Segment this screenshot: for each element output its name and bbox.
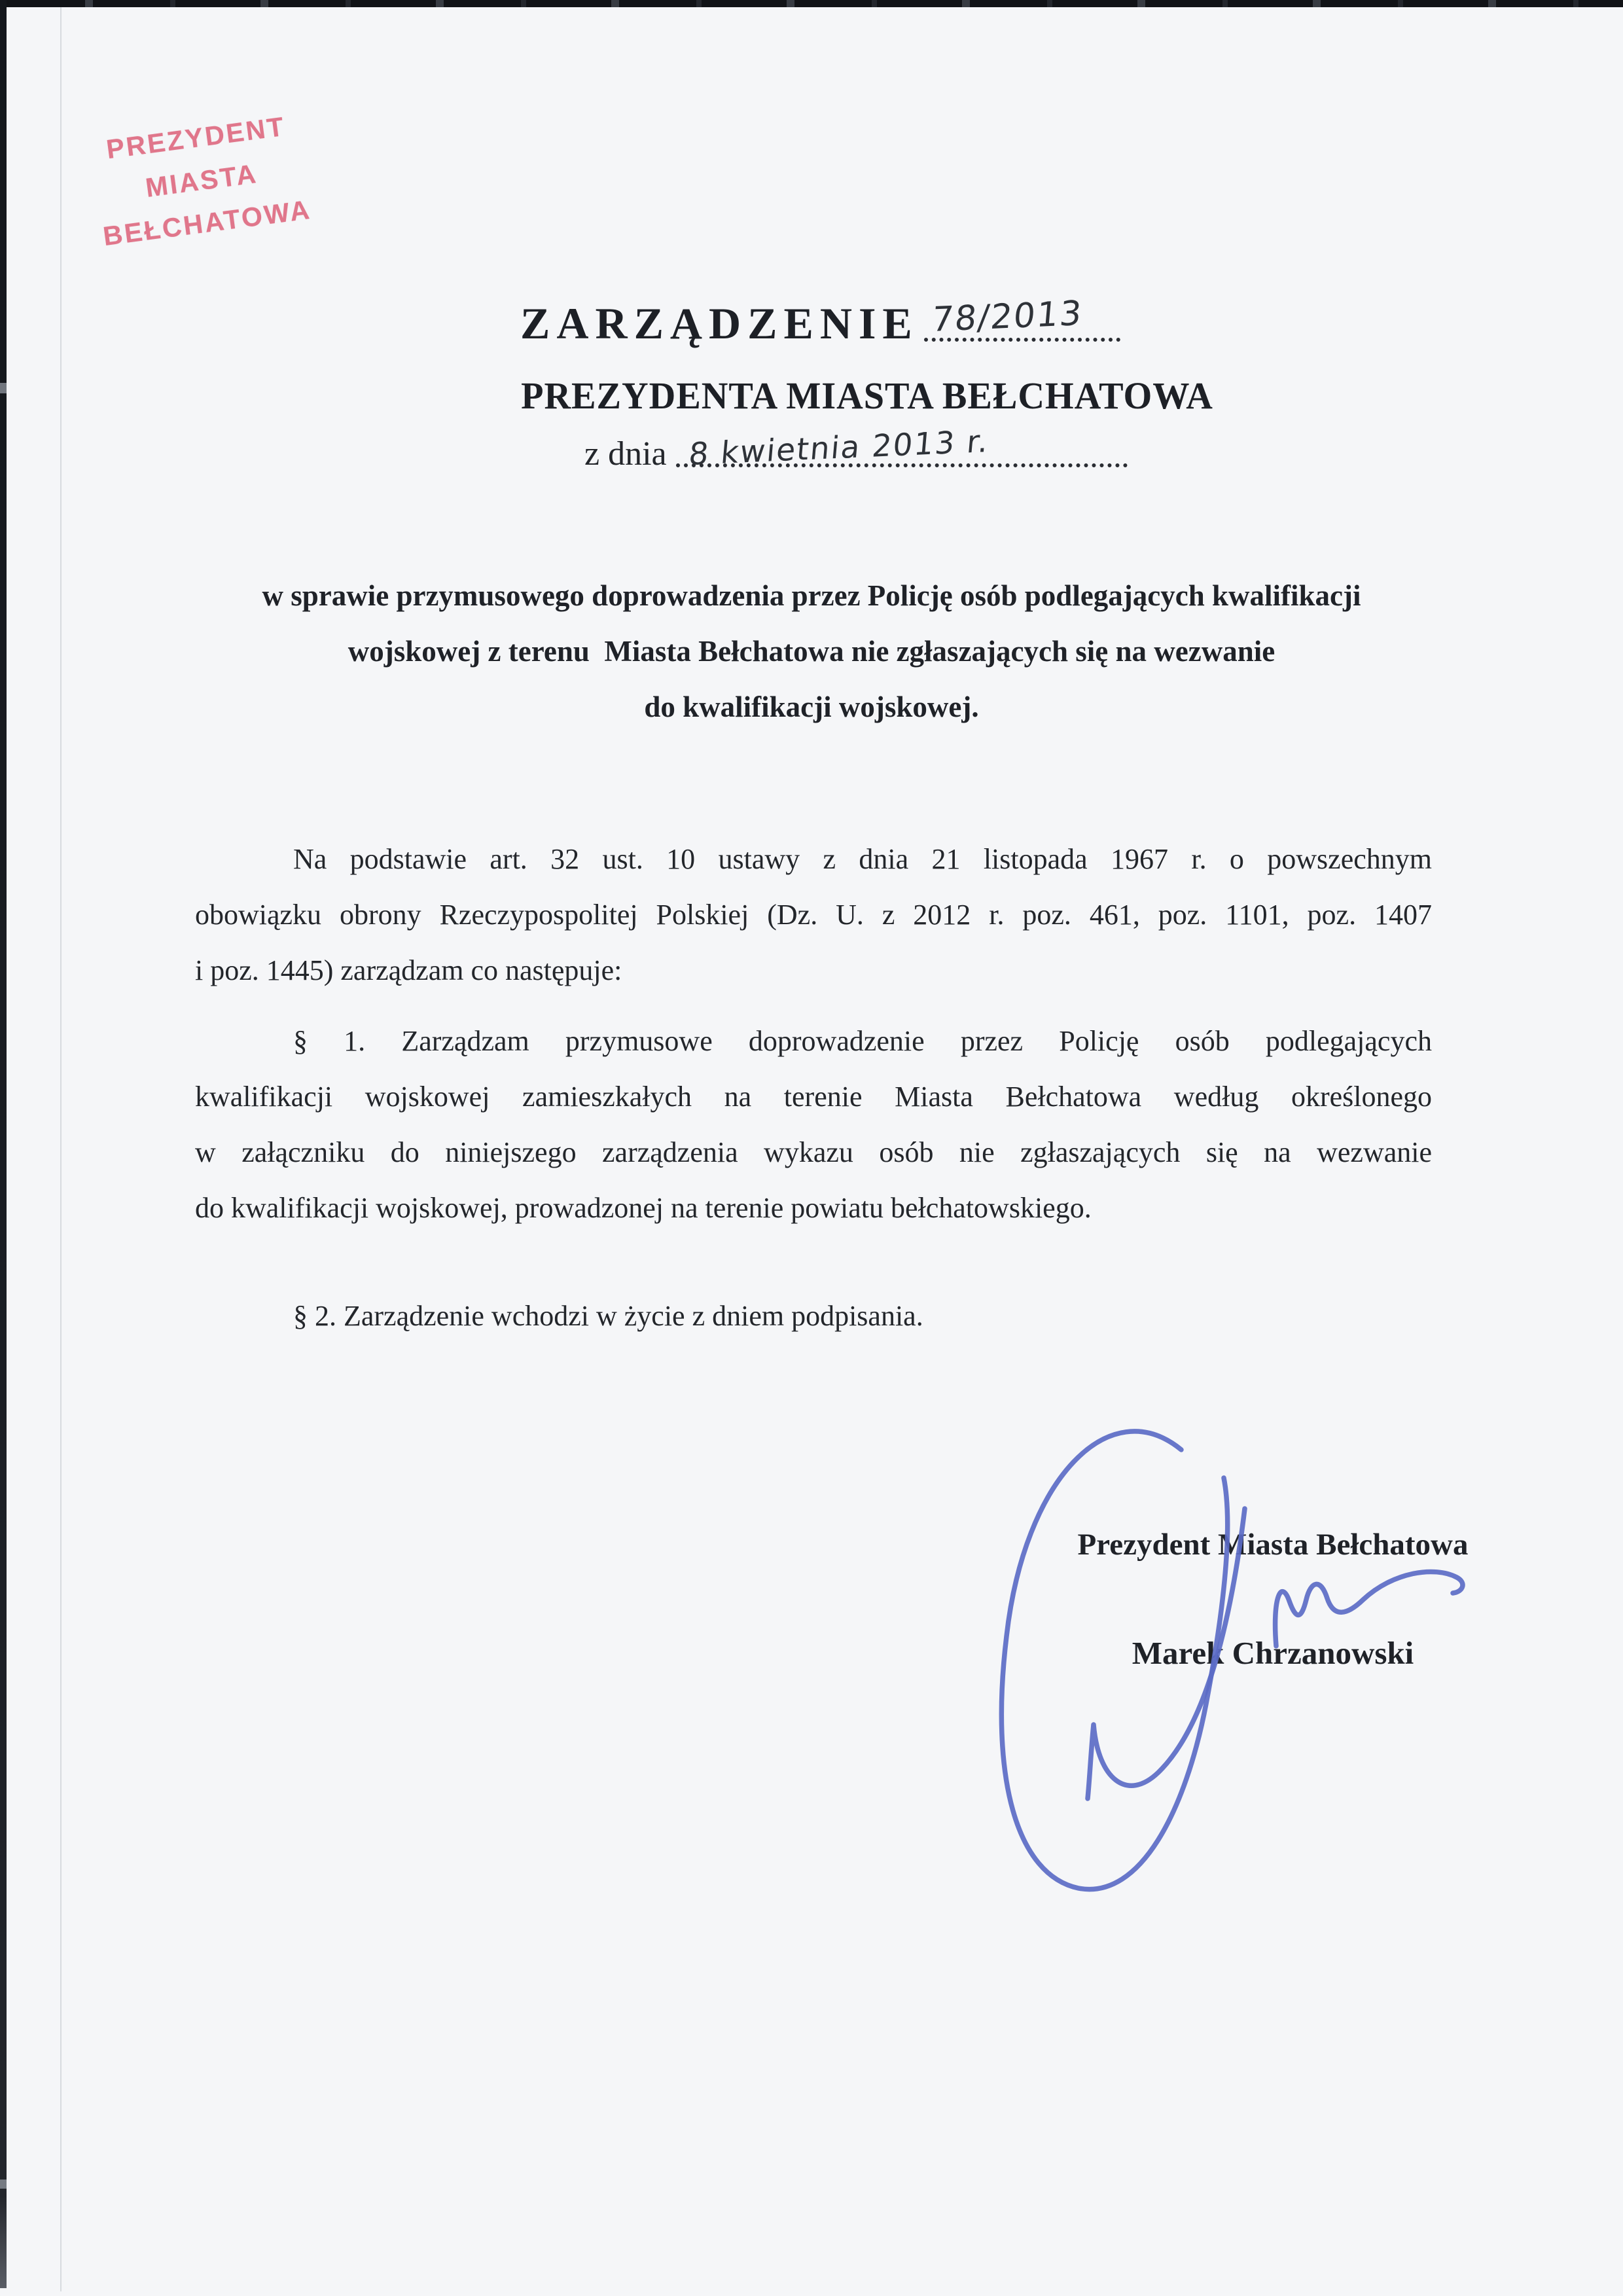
scan-edge-left <box>0 0 7 2288</box>
stamp-line1: PREZYDENT MIASTA <box>104 111 287 203</box>
date-label: z dnia <box>584 435 667 473</box>
body-line: kwalifikacji wojskowej zamieszkałych na terenie Miasta Bełchatowa według określonego <box>195 1081 1432 1113</box>
mayor-ink-stamp <box>57 99 346 262</box>
paragraph-1 <box>195 1013 1432 1236</box>
subject-line: do kwalifikacji wojskowej. <box>644 691 979 723</box>
scan-edge-nick <box>0 2179 7 2189</box>
ordinance-title-line <box>520 293 1120 348</box>
handwritten-date: 8 kwietnia 2013 r. <box>687 423 991 473</box>
body-line: i poz. 1445) zarządzam co następuje: <box>195 954 622 986</box>
body-line: w załączniku do niniejszego zarządzenia wykazu osób nie zgłaszających się na wezwanie <box>195 1136 1432 1168</box>
signature-ink <box>949 1388 1505 1977</box>
date-line <box>584 423 1128 473</box>
scan-edge-top <box>0 0 1623 7</box>
body-line: do kwalifikacji wojskowej, prowadzonej na terenie powiatu bełchatowskiego. <box>195 1192 1092 1224</box>
subject-line: w sprawie przymusowego doprowadzenia przez Policję osób podlegających kwalifikacji <box>262 579 1361 612</box>
scan-edge-nick <box>0 383 7 393</box>
paragraph-2 <box>195 1288 1432 1344</box>
issuer-title: PREZYDENTA MIASTA BEŁCHATOWA <box>521 374 1213 417</box>
signer-title: Prezydent Miasta Bełchatowa <box>1077 1528 1469 1562</box>
handwritten-ordinance-number: 78/2013 <box>929 293 1084 340</box>
legal-basis-paragraph <box>195 831 1432 998</box>
stamp-line2: BEŁCHATOWA <box>101 194 313 252</box>
body-line: § 2. Zarządzenie wchodzi w życie z dniem podpisania. <box>293 1300 923 1332</box>
body-text <box>195 831 1432 1344</box>
signature-block <box>978 1530 1567 1669</box>
ordinance-number-dotted-line <box>924 293 1120 342</box>
body-line: § 1. Zarządzam przymusowe doprowadzenie przez Policję osób podlegających <box>293 1025 1432 1057</box>
body-line: obowiązku obrony Rzeczypospolitej Polskiej (Dz. U. z 2012 r. poz. 461, poz. 1101, poz. 1407 <box>195 899 1432 931</box>
subject-line: wojskowej z terenu Miasta Bełchatowa nie zgłaszających się na wezwanie <box>348 635 1275 668</box>
paper-fold-line <box>60 7 62 2291</box>
signer-name: Marek Chrzanowski <box>1132 1635 1414 1671</box>
ordinance-word: ZARZĄDZENIE <box>520 298 919 348</box>
body-line: Na podstawie art. 32 ust. 10 ustawy z dnia 21 listopada 1967 r. o powszechnym <box>293 843 1432 875</box>
date-dotted-line <box>676 423 1128 473</box>
subject-block <box>131 568 1492 735</box>
